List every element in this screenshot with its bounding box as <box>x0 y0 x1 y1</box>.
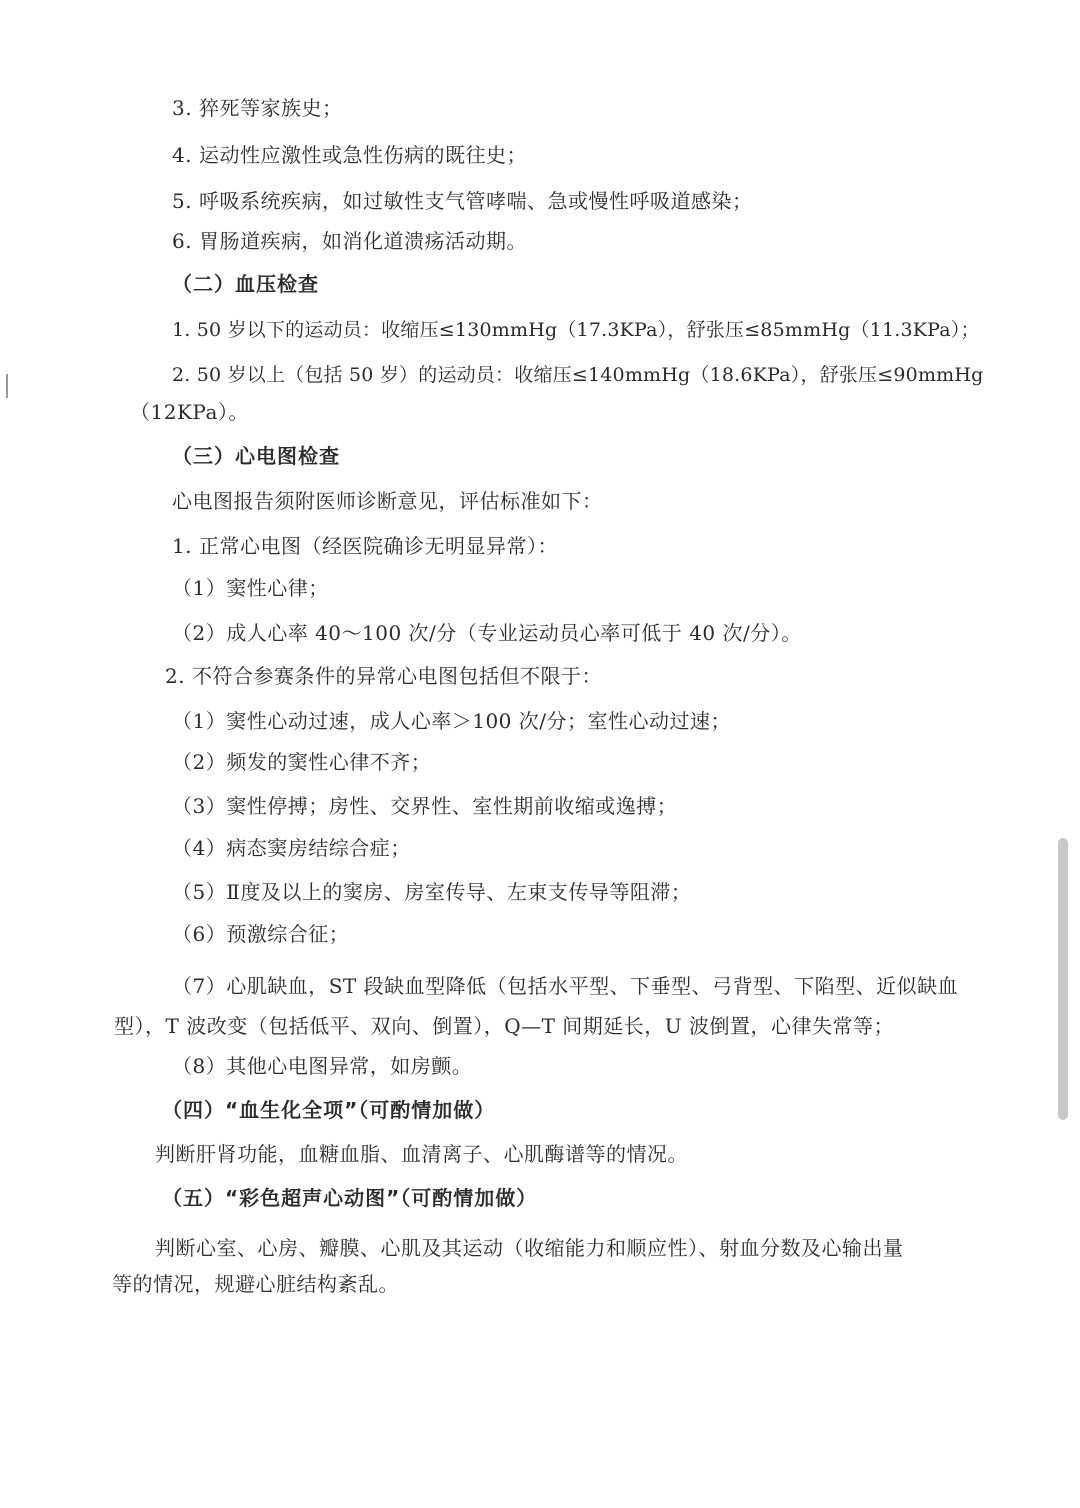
bp-under-50: 1. 50 岁以下的运动员：收缩压≤130mmHg（17.3KPa），舒张压≤85mmHg（11.3KPa）； <box>172 319 980 341</box>
list-item-respiratory: 5. 呼吸系统疾病，如过敏性支气管哮喘、急或慢性呼吸道感染； <box>172 189 753 213</box>
ecg-abnormal-item-1: （1）窦性心动过速，成人心率＞100 次/分；室性心动过速； <box>172 709 731 733</box>
list-item-gastro: 6. 胃肠道疾病，如消化道溃疡活动期。 <box>172 229 527 253</box>
vertical-scrollbar[interactable] <box>1058 838 1068 1120</box>
section-heading-blood-pressure: （二）血压检查 <box>172 272 319 296</box>
blood-biochem-desc: 判断肝肾功能，血糖血脂、血清离子、心肌酶谱等的情况。 <box>155 1142 688 1166</box>
ecg-intro: 心电图报告须附医师诊断意见，评估标准如下： <box>172 489 603 513</box>
section-heading-blood-biochem: （四）“血生化全项”（可酌情加做） <box>162 1098 496 1122</box>
ecg-abnormal-item-7-cont: 型），T 波改变（包括低平、双向、倒置），Q—T 间期延长，U 波倒置，心律失常等； <box>114 1014 895 1038</box>
section-heading-echocardiogram: （五）“彩色超声心动图”（可酌情加做） <box>162 1186 538 1210</box>
echocardiogram-desc: 判断心室、心房、瓣膜、心肌及其运动（收缩能力和顺应性）、射血分数及心输出量 <box>155 1236 904 1260</box>
ecg-abnormal-item-7: （7）心肌缺血，ST 段缺血型降低（包括水平型、下垂型、弓背型、下陷型、近似缺血 <box>172 974 959 998</box>
margin-mark <box>6 374 8 398</box>
ecg-abnormal-item-5: （5）Ⅱ度及以上的窦房、房室传导、左束支传导等阻滞； <box>172 880 692 904</box>
ecg-abnormal-item-2: （2）频发的窦性心律不齐； <box>172 750 432 774</box>
list-item-injury-history: 4. 运动性应激性或急性伤病的既往史； <box>172 143 527 167</box>
bp-over-50-cont: （12KPa）。 <box>130 400 249 424</box>
ecg-abnormal-item-8: （8）其他心电图异常，如房颤。 <box>172 1054 473 1078</box>
ecg-abnormal-item-3: （3）窦性停搏；房性、交界性、室性期前收缩或逸搏； <box>172 794 678 818</box>
ecg-abnormal-heading: 2. 不符合参赛条件的异常心电图包括但不限于： <box>165 664 602 688</box>
ecg-normal-item-1: （1）窦性心律； <box>172 576 329 600</box>
echocardiogram-desc-cont: 等的情况，规避心脏结构紊乱。 <box>112 1272 399 1296</box>
ecg-abnormal-item-4: （4）病态窦房结综合症； <box>172 836 411 860</box>
ecg-normal-heading: 1. 正常心电图（经医院确诊无明显异常）： <box>172 534 558 558</box>
list-item-family-history: 3. 猝死等家族史； <box>172 96 343 120</box>
bp-over-50: 2. 50 岁以上（包括 50 岁）的运动员：收缩压≤140mmHg（18.6KPa），舒张压≤90mmHg <box>172 364 984 386</box>
ecg-normal-item-2: （2）成人心率 40～100 次/分（专业运动员心率可低于 40 次/分）。 <box>172 621 802 645</box>
ecg-abnormal-item-6: （6）预激综合征； <box>172 922 350 946</box>
section-heading-ecg: （三）心电图检查 <box>172 444 340 468</box>
